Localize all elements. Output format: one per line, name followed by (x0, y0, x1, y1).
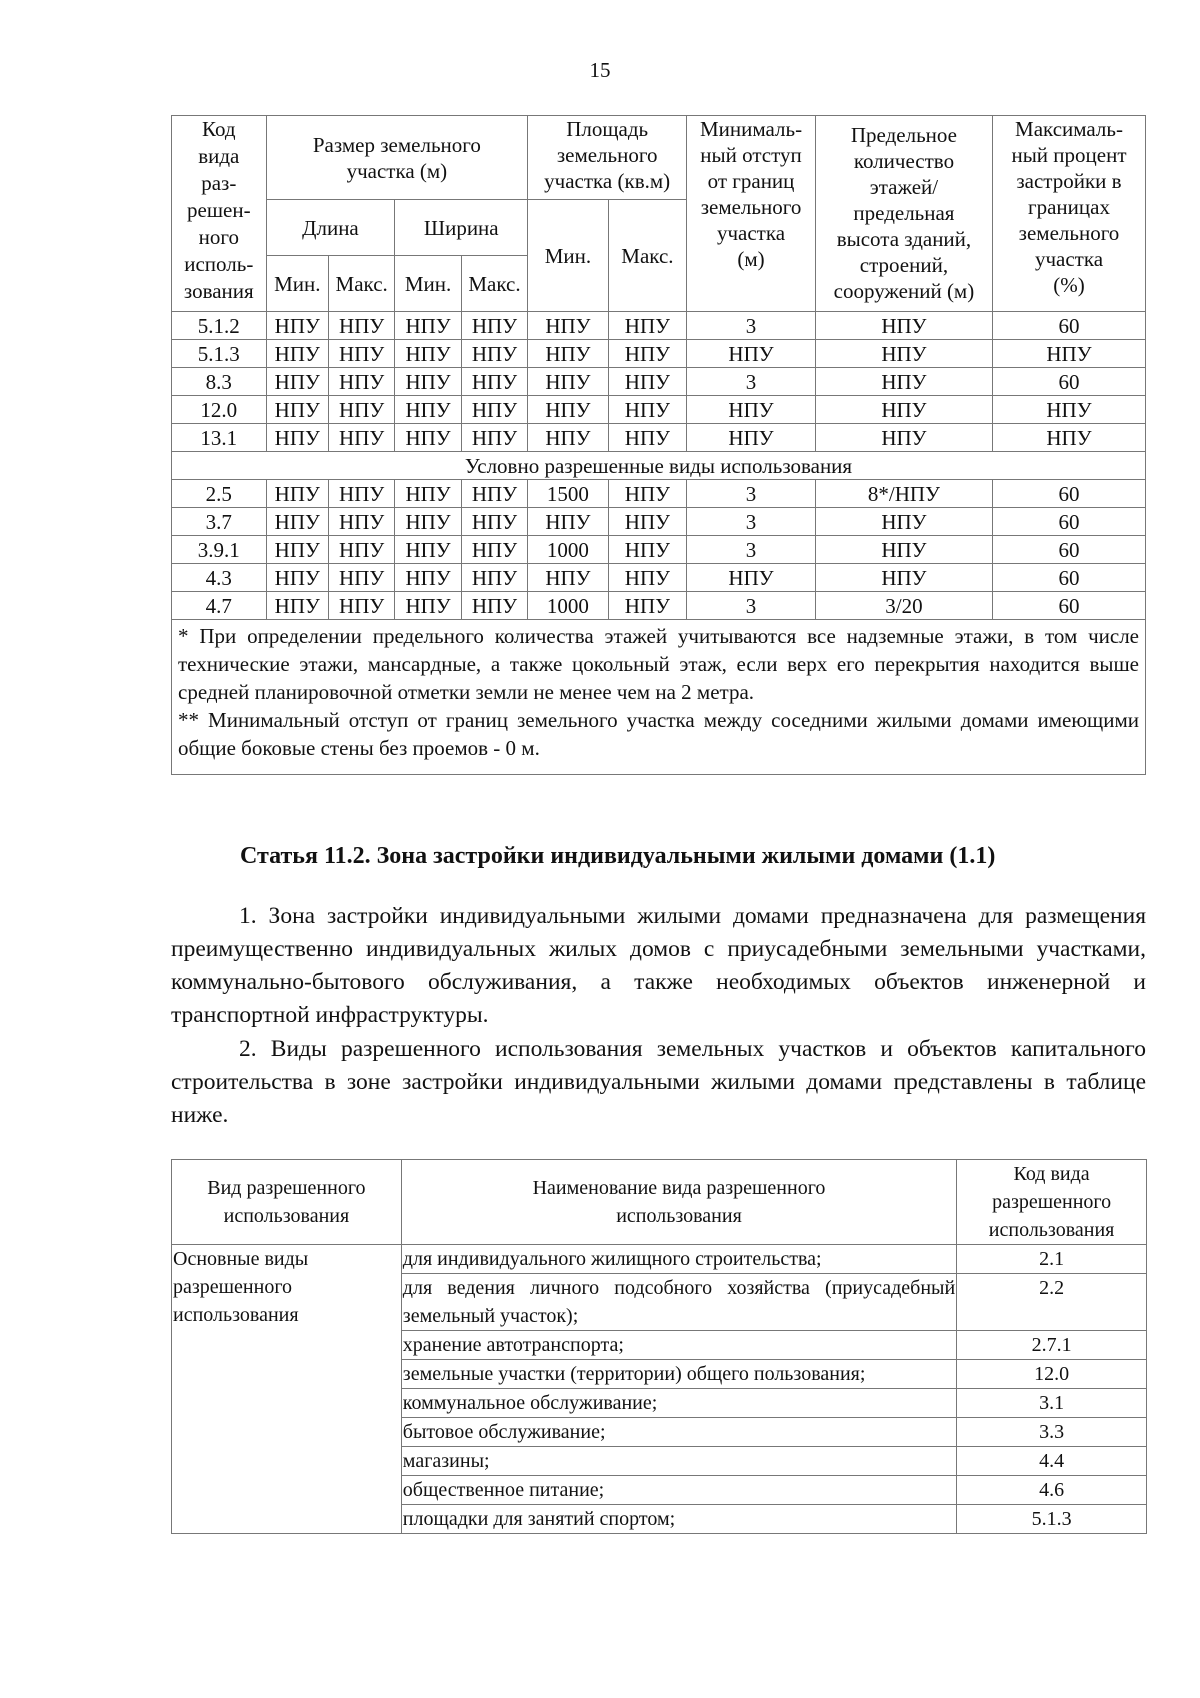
cell-value: НПУ (328, 368, 394, 396)
cell-value: НПУ (992, 396, 1145, 424)
cell-value: НПУ (266, 564, 328, 592)
header-setback: Минималь- ный отступ от границ земельного участка (м) (687, 116, 816, 312)
cell-value: НПУ (528, 368, 608, 396)
cell-value: НПУ (815, 312, 992, 340)
cell-value: НПУ (815, 536, 992, 564)
cell-value: 3 (687, 312, 816, 340)
cell-value: НПУ (266, 424, 328, 452)
table-row (172, 424, 1146, 452)
use-name: коммунальное обслуживание; (401, 1389, 956, 1418)
group-label: Основные виды разрешенного использования (172, 1245, 402, 1534)
use-code: 4.6 (957, 1476, 1147, 1505)
use-name: хранение автотранспорта; (401, 1331, 956, 1360)
cell-value: НПУ (528, 396, 608, 424)
cell-value: НПУ (687, 564, 816, 592)
use-code: 5.1.3 (957, 1505, 1147, 1534)
cell-value: НПУ (266, 536, 328, 564)
cell-value: НПУ (815, 564, 992, 592)
cell-value: НПУ (266, 480, 328, 508)
cell-value: НПУ (528, 564, 608, 592)
cell-value: НПУ (687, 396, 816, 424)
cell-value: 60 (992, 480, 1145, 508)
cell-value: НПУ (608, 480, 686, 508)
cell-value: НПУ (528, 312, 608, 340)
cell-code: 3.7 (172, 508, 267, 536)
cell-value: 1500 (528, 480, 608, 508)
use-name: площадки для занятий спортом; (401, 1505, 956, 1534)
cell-value: НПУ (395, 480, 461, 508)
cell-value: НПУ (608, 312, 686, 340)
zone-parameters-table (171, 115, 1146, 775)
use-code: 12.0 (957, 1360, 1147, 1389)
cell-value: 60 (992, 312, 1145, 340)
cell-value: НПУ (395, 396, 461, 424)
cell-value: 3 (687, 508, 816, 536)
table-row (172, 592, 1146, 620)
header-coverage: Максималь- ный процент застройки в границах земельного участка (%) (992, 116, 1145, 312)
use-name: для индивидуального жилищного строительства; (401, 1245, 956, 1274)
footnote-2: ** Минимальный отступ от границ земельного участка между соседними жилыми домами имеющими общие боковые стены без проемов - 0 м. (178, 708, 1139, 760)
cell-value: НПУ (328, 536, 394, 564)
table-row (172, 396, 1146, 424)
cell-value: НПУ (815, 424, 992, 452)
cell-value: НПУ (395, 424, 461, 452)
cell-value: НПУ (608, 340, 686, 368)
cell-value: НПУ (815, 396, 992, 424)
cell-value: НПУ (395, 592, 461, 620)
cell-value: НПУ (266, 396, 328, 424)
use-code: 2.1 (957, 1245, 1147, 1274)
cell-value: НПУ (687, 424, 816, 452)
cell-value: 3/20 (815, 592, 992, 620)
cell-value: НПУ (608, 564, 686, 592)
cell-value: НПУ (395, 536, 461, 564)
cell-value: НПУ (328, 592, 394, 620)
cell-value: НПУ (395, 340, 461, 368)
cell-value: НПУ (328, 564, 394, 592)
cell-value: НПУ (992, 340, 1145, 368)
table-row (172, 1245, 1147, 1274)
header-width-min: Мин. (395, 256, 461, 312)
header-name: Наименование вида разрешенного использования (401, 1160, 956, 1245)
use-code: 3.1 (957, 1389, 1147, 1418)
cell-value: НПУ (461, 480, 527, 508)
permitted-uses-table (171, 1159, 1147, 1534)
paragraph-1: 1. Зона застройки индивидуальными жилыми домами предназначена для размещения преимущественно индивидуальных жилых домов с приусадебными земельными участками, коммунально-бытового обслуживания, а также необходимых объектов инженерной и транспортной инфраструктуры. (171, 903, 1146, 1028)
cell-value: НПУ (992, 424, 1145, 452)
cell-value: НПУ (461, 312, 527, 340)
cell-value: НПУ (328, 480, 394, 508)
cell-value: НПУ (608, 508, 686, 536)
table-footnotes (172, 620, 1146, 775)
cell-code: 13.1 (172, 424, 267, 452)
cell-value: НПУ (528, 508, 608, 536)
cell-value: 8*/НПУ (815, 480, 992, 508)
cell-value: НПУ (608, 536, 686, 564)
header-width-max: Макс. (461, 256, 527, 312)
cell-value: 60 (992, 592, 1145, 620)
use-name: общественное питание; (401, 1476, 956, 1505)
header-width: Ширина (395, 200, 528, 256)
use-code: 2.2 (957, 1274, 1147, 1331)
cell-value: НПУ (528, 424, 608, 452)
cell-value: 1000 (528, 592, 608, 620)
cell-code: 4.7 (172, 592, 267, 620)
paragraph-2: 2. Виды разрешенного использования земельных участков и объектов капитального строительства в зоне застройки индивидуальными жилыми домами представлены в таблице ниже. (171, 1036, 1146, 1128)
cell-value: 3 (687, 480, 816, 508)
header-length-max: Макс. (328, 256, 394, 312)
cell-value: НПУ (608, 368, 686, 396)
cell-value: НПУ (461, 536, 527, 564)
header-length: Длина (266, 200, 395, 256)
cell-value: 60 (992, 368, 1145, 396)
cell-code: 8.3 (172, 368, 267, 396)
cell-value: НПУ (608, 424, 686, 452)
cell-value: НПУ (528, 340, 608, 368)
table-row (172, 480, 1146, 508)
cell-value: НПУ (815, 508, 992, 536)
use-name: для ведения личного подсобного хозяйства (приусадебный земельный участок); (401, 1274, 956, 1331)
table-row (172, 368, 1146, 396)
cell-value: НПУ (328, 340, 394, 368)
page-number: 15 (589, 58, 611, 82)
header-size: Размер земельного участка (м) (266, 116, 528, 200)
cell-value: 3 (687, 536, 816, 564)
cell-value: НПУ (395, 564, 461, 592)
cell-value: НПУ (608, 396, 686, 424)
cell-code: 3.9.1 (172, 536, 267, 564)
cell-value: НПУ (461, 564, 527, 592)
cell-value: НПУ (395, 368, 461, 396)
use-name: магазины; (401, 1447, 956, 1476)
article-heading: Статья 11.2. Зона застройки индивидуальными жилыми домами (1.1) (240, 843, 996, 869)
cell-code: 5.1.3 (172, 340, 267, 368)
cell-code: 12.0 (172, 396, 267, 424)
header-area-min: Мин. (528, 200, 608, 312)
cell-value: НПУ (687, 340, 816, 368)
cell-value: НПУ (328, 312, 394, 340)
cell-value: НПУ (395, 508, 461, 536)
cell-value: НПУ (461, 508, 527, 536)
use-code: 4.4 (957, 1447, 1147, 1476)
footnote-1: * При определении предельного количества этажей учитываются все надземные этажи, в том числе технические этажи, мансардные, а также цокольный этаж, если верх его перекрытия находится выше средней планировочной отметки земли не менее чем на 2 метра. (178, 624, 1139, 704)
header-code: Код вида раз- решен- ного исполь- зования (172, 116, 267, 312)
cell-value: НПУ (395, 312, 461, 340)
cell-value: НПУ (328, 508, 394, 536)
cell-value: НПУ (461, 424, 527, 452)
cell-value: НПУ (266, 592, 328, 620)
cell-code: 5.1.2 (172, 312, 267, 340)
table-row (172, 340, 1146, 368)
cell-value: 3 (687, 368, 816, 396)
header-area-max: Макс. (608, 200, 686, 312)
table-row (172, 312, 1146, 340)
cell-value: НПУ (461, 396, 527, 424)
table-row (172, 564, 1146, 592)
cell-value: НПУ (461, 592, 527, 620)
use-name: бытовое обслуживание; (401, 1418, 956, 1447)
table-row (172, 508, 1146, 536)
cell-value: НПУ (328, 424, 394, 452)
header-floors: Предельное количество этажей/ предельная высота зданий, строений, сооружений (м) (815, 116, 992, 312)
cell-value: 60 (992, 564, 1145, 592)
cell-value: НПУ (815, 368, 992, 396)
cell-code: 2.5 (172, 480, 267, 508)
cell-value: 60 (992, 508, 1145, 536)
header-area: Площадь земельного участка (кв.м) (528, 116, 687, 200)
cell-value: НПУ (461, 340, 527, 368)
header-code: Код вида разрешенного использования (957, 1160, 1147, 1245)
header-kind: Вид разрешенного использования (172, 1160, 402, 1245)
cell-value: 3 (687, 592, 816, 620)
table-row (172, 536, 1146, 564)
section-conditional-uses: Условно разрешенные виды использования (172, 452, 1146, 480)
use-code: 2.7.1 (957, 1331, 1147, 1360)
cell-value: 60 (992, 536, 1145, 564)
cell-value: НПУ (328, 396, 394, 424)
cell-value: НПУ (608, 592, 686, 620)
cell-value: НПУ (815, 340, 992, 368)
cell-code: 4.3 (172, 564, 267, 592)
use-name: земельные участки (территории) общего пользования; (401, 1360, 956, 1389)
header-length-min: Мин. (266, 256, 328, 312)
cell-value: 1000 (528, 536, 608, 564)
cell-value: НПУ (266, 340, 328, 368)
use-code: 3.3 (957, 1418, 1147, 1447)
cell-value: НПУ (461, 368, 527, 396)
cell-value: НПУ (266, 508, 328, 536)
cell-value: НПУ (266, 368, 328, 396)
cell-value: НПУ (266, 312, 328, 340)
